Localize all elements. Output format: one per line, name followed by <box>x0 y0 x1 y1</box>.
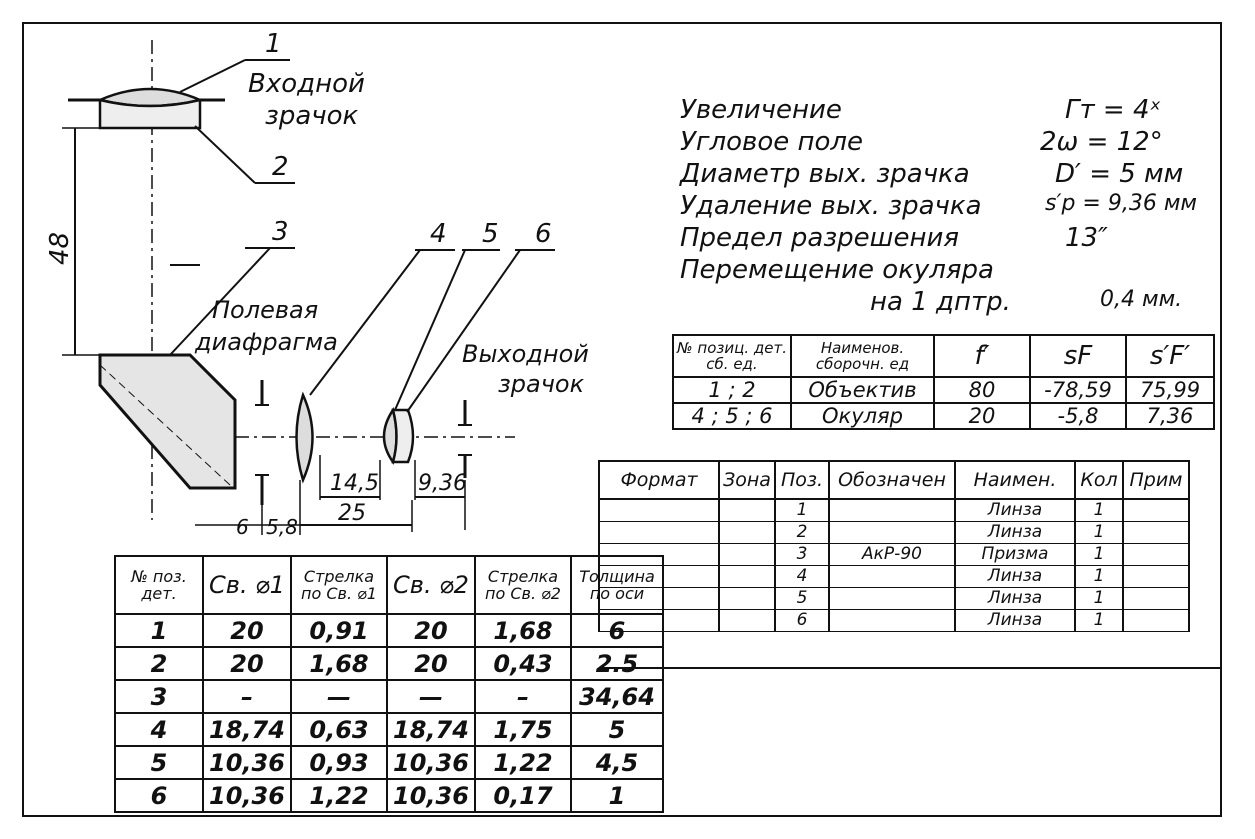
table-cell: 20 <box>387 647 475 680</box>
header-cell: Св. ⌀2 <box>387 556 475 614</box>
table-cell: 0,43 <box>475 647 571 680</box>
table-cell: 3 <box>775 544 829 566</box>
table-cell: 20 <box>934 403 1030 429</box>
table-cell <box>1123 522 1189 544</box>
spec-exit-pupil-distance <box>680 191 1220 223</box>
optics-table <box>672 334 1215 430</box>
table-cell: 1 <box>1075 544 1123 566</box>
parts-list-table <box>598 460 1190 632</box>
table-cell: 10,36 <box>387 779 475 812</box>
header-cell: Поз. <box>775 461 829 499</box>
label-n3: 3 <box>272 217 289 247</box>
spec-value: D′ = 5 мм <box>1055 159 1184 189</box>
table-cell: 75,99 <box>1126 377 1214 403</box>
table-cell <box>1123 610 1189 632</box>
table-cell: – <box>475 680 571 713</box>
header-cell: Стрелка по Св. ⌀1 <box>291 556 387 614</box>
table-cell: 1,22 <box>475 746 571 779</box>
table-cell: 6 <box>571 614 663 647</box>
table-cell <box>1123 588 1189 610</box>
header-cell: Зона <box>719 461 775 499</box>
table-cell: 2.5 <box>571 647 663 680</box>
header-cell: f′ <box>934 335 1030 377</box>
table-cell <box>719 544 775 566</box>
table-cell <box>719 499 775 522</box>
entrance-pupil-label-1: Входной <box>248 69 365 99</box>
table-row <box>115 713 663 746</box>
table-cell: 5 <box>775 588 829 610</box>
table-row <box>599 522 1189 544</box>
table-cell: Призма <box>955 544 1075 566</box>
specifications <box>680 95 1220 319</box>
table-cell: Линза <box>955 588 1075 610</box>
table-cell: 0,91 <box>291 614 387 647</box>
table-row <box>115 779 663 812</box>
lens-data-table <box>114 555 664 813</box>
table-cell: 1 <box>1075 610 1123 632</box>
table-cell: 4 <box>115 713 203 746</box>
table-cell: 20 <box>203 647 291 680</box>
spec-value: s′p = 9,36 мм <box>1045 191 1198 216</box>
spec-value: Гт = 4ˣ <box>1065 95 1162 125</box>
table-cell: — <box>387 680 475 713</box>
spec-label: Угловое поле <box>680 127 864 157</box>
table-row <box>115 614 663 647</box>
table-cell: 10,36 <box>387 746 475 779</box>
table-cell: 6 <box>775 610 829 632</box>
table-cell: 10,36 <box>203 746 291 779</box>
table-cell: 1 <box>1075 499 1123 522</box>
table-cell: 6 <box>115 779 203 812</box>
table-cell: 1,68 <box>475 614 571 647</box>
table-cell: 1,75 <box>475 713 571 746</box>
table-cell <box>719 566 775 588</box>
spec-field-angle <box>680 127 1220 159</box>
header-cell: Стрелка по Св. ⌀2 <box>475 556 571 614</box>
spec-eyepiece-shift-per-diopter <box>680 287 1220 319</box>
spec-label: Удаление вых. зрачка <box>680 191 982 221</box>
spec-label: на 1 дптр. <box>870 287 1011 317</box>
dim-48: 48 <box>45 231 75 265</box>
table-cell: 20 <box>203 614 291 647</box>
table-cell: 1 <box>115 614 203 647</box>
table-cell <box>829 588 955 610</box>
table-cell <box>1123 566 1189 588</box>
rule-line <box>600 667 1222 669</box>
table-row <box>673 403 1214 429</box>
table-cell <box>829 610 955 632</box>
optical-schematic <box>0 0 640 560</box>
exit-pupil-label-1: Выходной <box>462 340 589 368</box>
table-cell: 1,68 <box>291 647 387 680</box>
table-cell <box>599 499 719 522</box>
table-row <box>599 544 1189 566</box>
table-cell: -78,59 <box>1030 377 1126 403</box>
spec-value: 13″ <box>1065 223 1108 253</box>
table-cell: 1 ; 2 <box>673 377 791 403</box>
table-cell <box>1123 499 1189 522</box>
header-cell: Толщина по оси <box>571 556 663 614</box>
table-row <box>599 566 1189 588</box>
exit-pupil-label-2: зрачок <box>498 370 585 398</box>
table-cell <box>829 522 955 544</box>
table-cell: Объектив <box>791 377 934 403</box>
table-cell: 1 <box>1075 566 1123 588</box>
label-n2: 2 <box>272 152 289 182</box>
table-cell <box>719 588 775 610</box>
entrance-pupil-label-2: зрачок <box>265 101 359 131</box>
dim-14-5: 14,5 <box>330 471 379 496</box>
spec-resolution-limit <box>680 223 1220 255</box>
table-cell <box>599 522 719 544</box>
label-n6: 6 <box>535 219 552 249</box>
table-cell: 1,22 <box>291 779 387 812</box>
table-header-row <box>599 461 1189 499</box>
table-cell <box>719 610 775 632</box>
table-cell: 2 <box>115 647 203 680</box>
table-cell: — <box>291 680 387 713</box>
table-cell: 7,36 <box>1126 403 1214 429</box>
table-cell: 34,64 <box>571 680 663 713</box>
table-row <box>115 647 663 680</box>
prism-3 <box>100 355 235 488</box>
table-cell: 0,93 <box>291 746 387 779</box>
table-cell: 1 <box>571 779 663 812</box>
table-cell: 5 <box>571 713 663 746</box>
header-cell: Формат <box>599 461 719 499</box>
table-cell: 4 <box>775 566 829 588</box>
label-n5: 5 <box>482 219 499 249</box>
table-row <box>599 499 1189 522</box>
lens-4 <box>297 395 313 480</box>
label-n1: 1 <box>265 29 282 59</box>
table-row <box>115 746 663 779</box>
header-cell: sF <box>1030 335 1126 377</box>
table-cell: 4 ; 5 ; 6 <box>673 403 791 429</box>
header-cell: № поз. дет. <box>115 556 203 614</box>
table-cell: – <box>203 680 291 713</box>
table-cell: 0,17 <box>475 779 571 812</box>
spec-label: Предел разрешения <box>680 223 959 253</box>
table-cell: Линза <box>955 610 1075 632</box>
header-cell: Св. ⌀1 <box>203 556 291 614</box>
table-cell: АкР-90 <box>829 544 955 566</box>
table-cell <box>719 522 775 544</box>
spec-exit-pupil-diameter <box>680 159 1220 191</box>
table-cell: 3 <box>115 680 203 713</box>
table-cell: Линза <box>955 566 1075 588</box>
table-row <box>599 588 1189 610</box>
field-stop-label-1: Полевая <box>212 296 319 324</box>
table-header-row <box>115 556 663 614</box>
header-cell: Обозначен <box>829 461 955 499</box>
table-cell: Линза <box>955 522 1075 544</box>
spec-label: Перемещение окуляра <box>680 255 994 285</box>
table-row <box>673 377 1214 403</box>
table-cell: 10,36 <box>203 779 291 812</box>
table-cell: Окуляр <box>791 403 934 429</box>
table-cell: 18,74 <box>387 713 475 746</box>
header-cell: s′F′ <box>1126 335 1214 377</box>
table-cell: 5 <box>115 746 203 779</box>
table-cell: 0,63 <box>291 713 387 746</box>
spec-label: Увеличение <box>680 95 842 125</box>
dim-9-36: 9,36 <box>418 471 467 496</box>
dim-25: 25 <box>338 501 366 526</box>
dim-6: 6 <box>236 515 249 539</box>
header-cell: № позиц. дет. сб. ед. <box>673 335 791 377</box>
spec-label: Диаметр вых. зрачка <box>680 159 970 189</box>
dim-5-8: 5,8 <box>266 515 298 539</box>
header-cell: Наимен. <box>955 461 1075 499</box>
table-cell: 1 <box>1075 588 1123 610</box>
table-cell <box>829 566 955 588</box>
table-cell: Линза <box>955 499 1075 522</box>
spec-magnification <box>680 95 1220 127</box>
spec-value: 0,4 мм. <box>1100 287 1183 312</box>
header-cell: Кол <box>1075 461 1123 499</box>
header-cell: Наименов. сборочн. ед <box>791 335 934 377</box>
table-cell: 1 <box>1075 522 1123 544</box>
table-cell: 80 <box>934 377 1030 403</box>
spec-value: 2ω = 12° <box>1040 127 1163 157</box>
table-row <box>115 680 663 713</box>
table-cell: -5,8 <box>1030 403 1126 429</box>
label-n4: 4 <box>430 219 447 249</box>
field-stop-label-2: диафрагма <box>195 328 338 356</box>
lens-6 <box>393 410 413 462</box>
table-cell: 1 <box>775 499 829 522</box>
table-cell <box>1123 544 1189 566</box>
table-cell: 18,74 <box>203 713 291 746</box>
table-cell: 2 <box>775 522 829 544</box>
table-cell: 4,5 <box>571 746 663 779</box>
table-cell: 20 <box>387 614 475 647</box>
table-cell <box>829 499 955 522</box>
spec-eyepiece-shift <box>680 255 1220 287</box>
table-row <box>599 610 1189 632</box>
header-cell: Прим <box>1123 461 1189 499</box>
table-header-row <box>673 335 1214 377</box>
